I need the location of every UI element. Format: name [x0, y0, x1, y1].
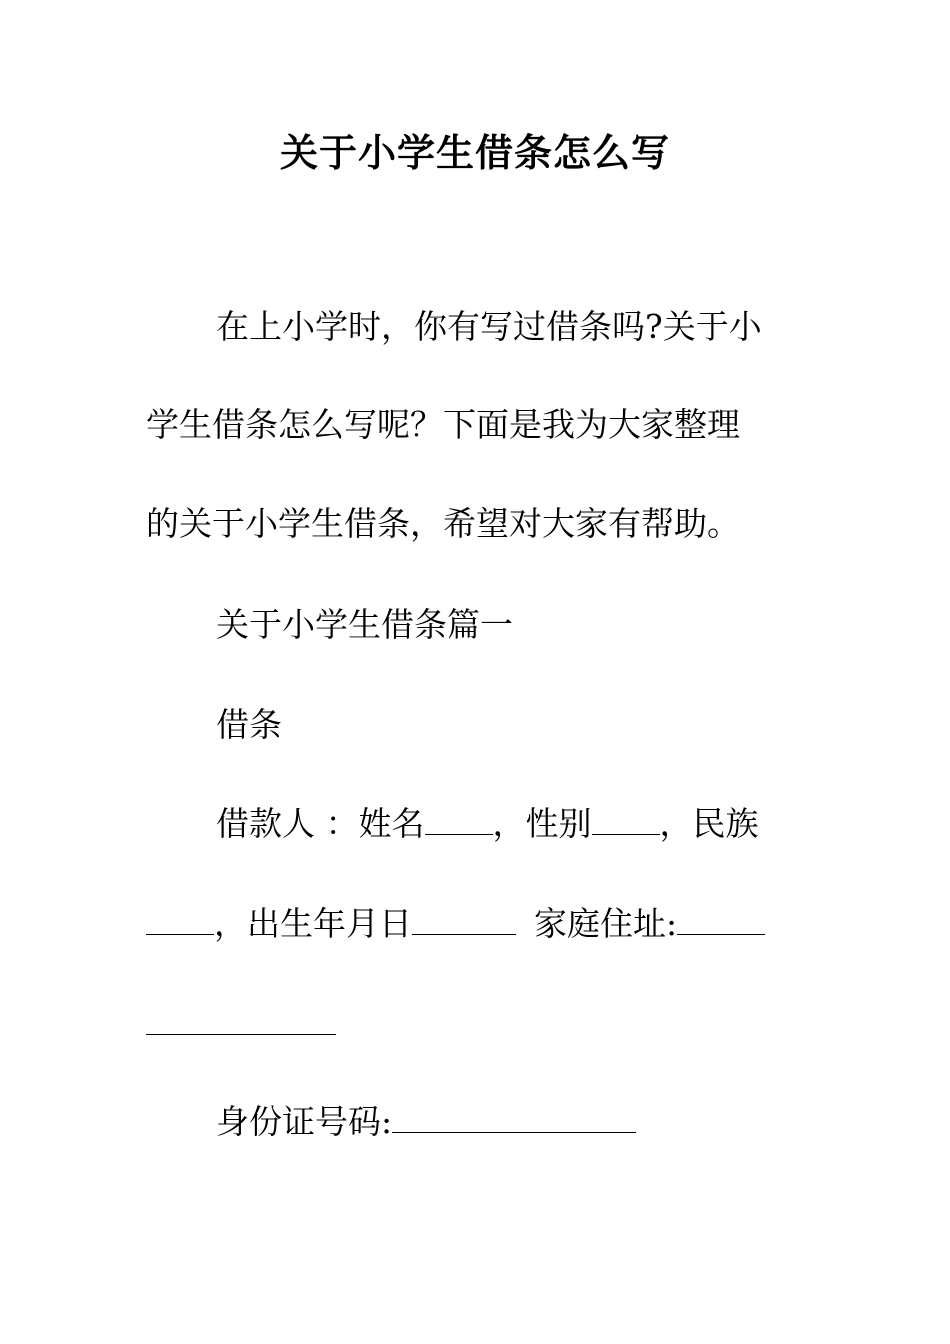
- separator-1: ，: [492, 804, 526, 843]
- ethnicity-blank[interactable]: [146, 904, 214, 935]
- note-title: 借条: [216, 705, 282, 744]
- name-label: 姓名: [358, 804, 425, 843]
- borrower-line: [216, 802, 876, 846]
- separator-2: ，: [659, 804, 693, 843]
- birth-blank[interactable]: [412, 904, 516, 935]
- borrower-label: 借款人 ：: [216, 804, 359, 843]
- id-blank[interactable]: [392, 1102, 636, 1133]
- ethnicity-label: 民族: [692, 804, 759, 843]
- address-continuation-line: [146, 1002, 806, 1046]
- birth-address-line: [146, 902, 806, 946]
- intro-line-1: 在上小学时，你有写过借条吗?关于小: [216, 307, 762, 346]
- gender-label: 性别: [525, 804, 592, 843]
- address-label: 家庭住址:: [534, 904, 678, 943]
- birth-label: 出生年月日: [247, 904, 412, 943]
- name-blank[interactable]: [425, 804, 493, 835]
- document-title: 关于小学生借条怎么写: [279, 130, 670, 175]
- address-blank[interactable]: [677, 904, 765, 935]
- gender-blank[interactable]: [592, 804, 660, 835]
- separator-3: ，: [214, 904, 247, 943]
- section-heading: 关于小学生借条篇一: [216, 605, 513, 644]
- address-blank-continued[interactable]: [146, 1004, 336, 1035]
- intro-line-2: 学生借条怎么写呢？下面是我为大家整理: [146, 405, 740, 444]
- id-line: [216, 1100, 876, 1144]
- intro-line-3: 的关于小学生借条，希望对大家有帮助。: [146, 504, 740, 543]
- id-label: 身份证号码:: [216, 1102, 393, 1141]
